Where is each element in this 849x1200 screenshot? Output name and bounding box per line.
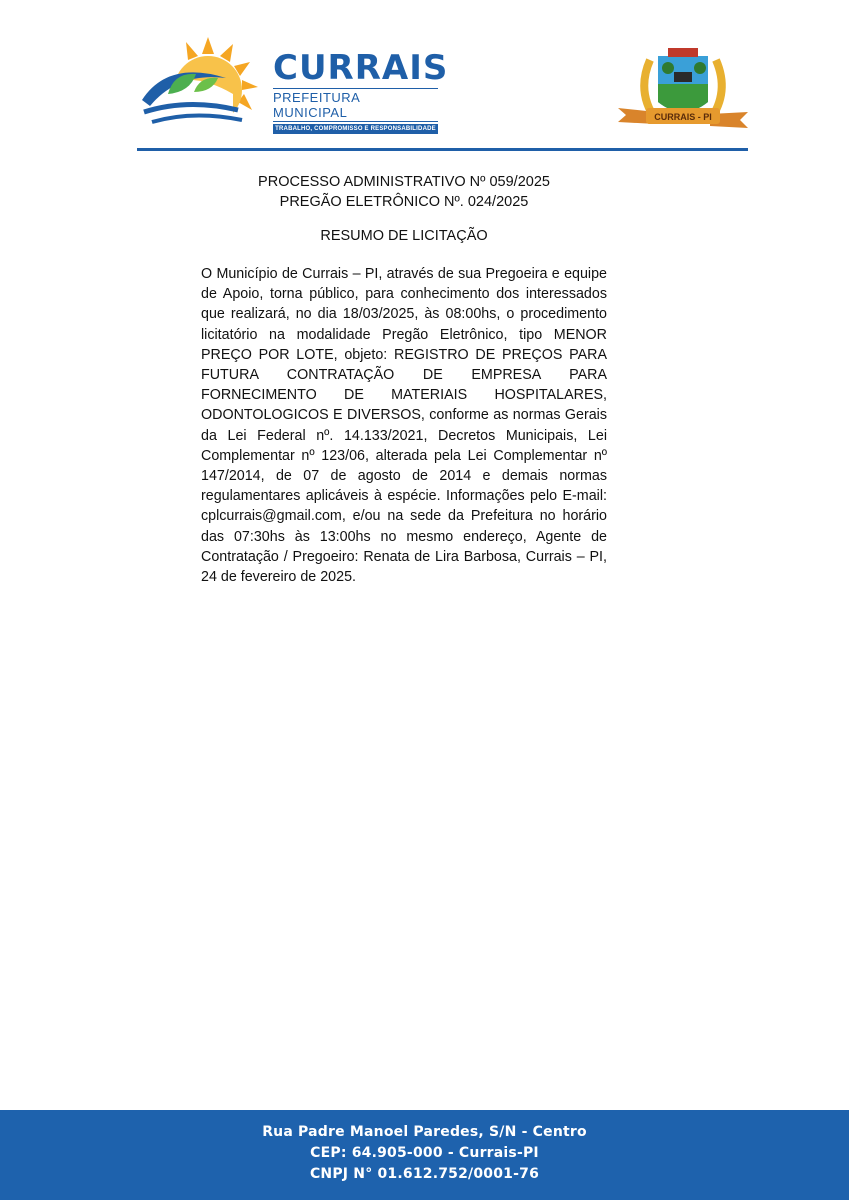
- prefeitura-logo: [138, 32, 449, 132]
- process-number: PROCESSO ADMINISTRATIVO Nº 059/2025: [258, 174, 550, 190]
- tender-number: PREGÃO ELETRÔNICO Nº. 024/2025: [279, 194, 529, 210]
- document-title: RESUMO DE LICITAÇÃO: [320, 228, 488, 244]
- document-body: O Município de Currais – PI, através de sua Pregoeira e equipe de Apoio, torna público, para conhecimento dos interessados que realizará, no dia 18/03/2025, às 08:00hs, o procedimento licitatório na modalidade Pregão Eletrônico, tipo MENOR PREÇO POR LOTE, objeto: REGISTRO DE PREÇOS PARA FUTURA CONTRATAÇÃO DE EMPRESA PARA FORNECIMENTO DE MATERIAIS HOSPITALARES, ODONTOLOGICOS E DIVERSOS, conforme as normas Gerais da Lei Federal nº. 14.133/2021, Decretos Municipais, Lei Complementar nº 123/06, alterada pela Lei Complementar nº 147/2014, de 07 de agosto de 2014 e demais normas regulamentares aplicáveis à espécie. Informações pelo E-mail: cplcurrais@gmail.com, e/ou na sede da Prefeitura no horário das 07:30hs às 13:00hs no mesmo endereço, Agente de Contratação / Pregoeiro: Renata de Lira Barbosa, Currais – PI, 24 de fevereiro de 2025.: [201, 266, 607, 586]
- brand-slogan: TRABALHO, COMPROMISSO E RESPONSABILIDADE: [273, 124, 438, 134]
- crest-icon: [616, 42, 750, 138]
- footer-cnpj: CNPJ N° 01.612.752/0001-76: [309, 1166, 540, 1182]
- municipal-crest: [616, 42, 750, 138]
- brand-subtitle: PREFEITURA MUNICIPAL: [273, 88, 438, 122]
- sun-landscape-icon: [138, 32, 273, 132]
- header-divider: [137, 148, 748, 151]
- footer-cep: CEP: 64.905-000 - Currais-PI: [310, 1145, 539, 1161]
- crest-label: CURRAIS - PI: [654, 112, 712, 122]
- brand-name: CURRAIS: [273, 48, 449, 88]
- brand-text: [273, 48, 449, 134]
- page-footer: [0, 1110, 849, 1200]
- footer-address: Rua Padre Manoel Paredes, S/N - Centro: [262, 1124, 587, 1140]
- page-header: [0, 0, 849, 160]
- document-content: [201, 172, 607, 587]
